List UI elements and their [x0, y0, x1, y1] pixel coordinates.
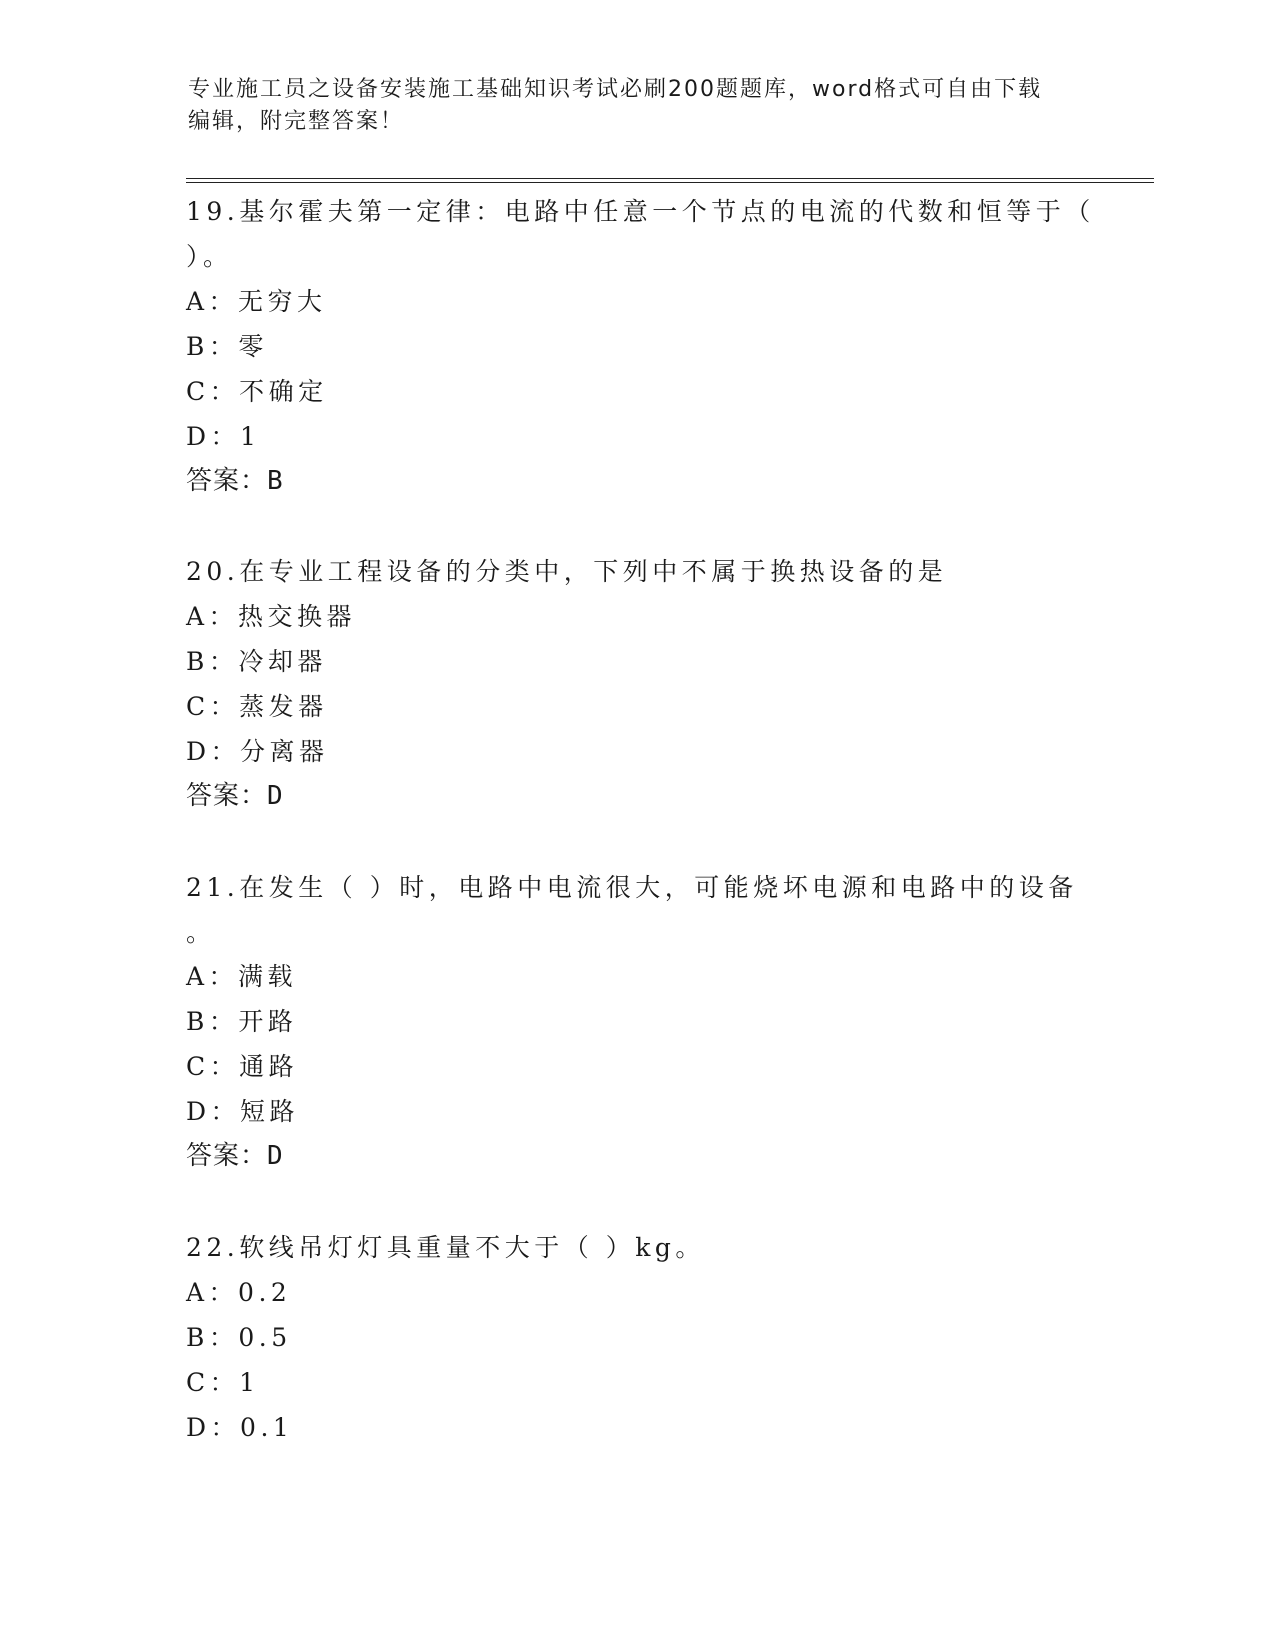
header-divider: [186, 178, 1154, 179]
question-19-option-a: A：无穷大: [186, 287, 327, 316]
question-20-option-d: D：分离器: [186, 737, 329, 766]
question-20-stem: 20.在专业工程设备的分类中，下列中不属于换热设备的是: [186, 557, 948, 586]
question-19-stem-cont: ）。: [186, 242, 233, 271]
question-20-option-a: A：热交换器: [186, 602, 357, 631]
answer-value: B: [267, 466, 284, 496]
document-header: [188, 74, 1088, 138]
question-19-option-c: C：不确定: [186, 377, 328, 406]
answer-label: 答案：: [186, 1141, 268, 1171]
question-21-option-d: D：短路: [186, 1097, 300, 1126]
question-21-answer: [186, 1135, 284, 1172]
header-title-line-1: 专业施工员之设备安装施工基础知识考试必刷200题题库，word格式可自由下载: [188, 77, 1043, 102]
answer-value: D: [267, 1141, 284, 1171]
question-22-option-c: C：1: [186, 1368, 260, 1397]
question-19-answer: [186, 460, 284, 497]
answer-value: D: [267, 781, 284, 811]
question-20-answer: [186, 775, 284, 812]
question-19-option-b: B：零: [186, 332, 268, 361]
question-20-option-c: C：蒸发器: [186, 692, 328, 721]
question-22-option-a: A：0.2: [186, 1278, 292, 1307]
question-22-option-b: B：0.5: [186, 1323, 292, 1352]
question-21-stem-cont: 。: [186, 918, 216, 947]
question-19-option-d: D：1: [186, 422, 261, 451]
question-22-option-d: D：0.1: [186, 1413, 294, 1442]
question-21-option-c: C：通路: [186, 1052, 299, 1081]
header-title-line-2: 编辑，附完整答案！: [188, 109, 405, 134]
question-21-stem: 21.在发生（ ）时，电路中电流很大，可能烧坏电源和电路中的设备: [186, 873, 1078, 902]
answer-label: 答案：: [186, 781, 268, 811]
question-21-option-b: B：开路: [186, 1007, 298, 1036]
question-20-option-b: B：冷却器: [186, 647, 327, 676]
header-divider-double: [186, 182, 1154, 183]
question-19-stem: 19.基尔霍夫第一定律：电路中任意一个节点的电流的代数和恒等于（: [186, 197, 1095, 226]
question-21-option-a: A：满载: [186, 962, 298, 991]
answer-label: 答案：: [186, 466, 268, 496]
question-22-stem: 22.软线吊灯灯具重量不大于（ ）kg。: [186, 1233, 705, 1262]
